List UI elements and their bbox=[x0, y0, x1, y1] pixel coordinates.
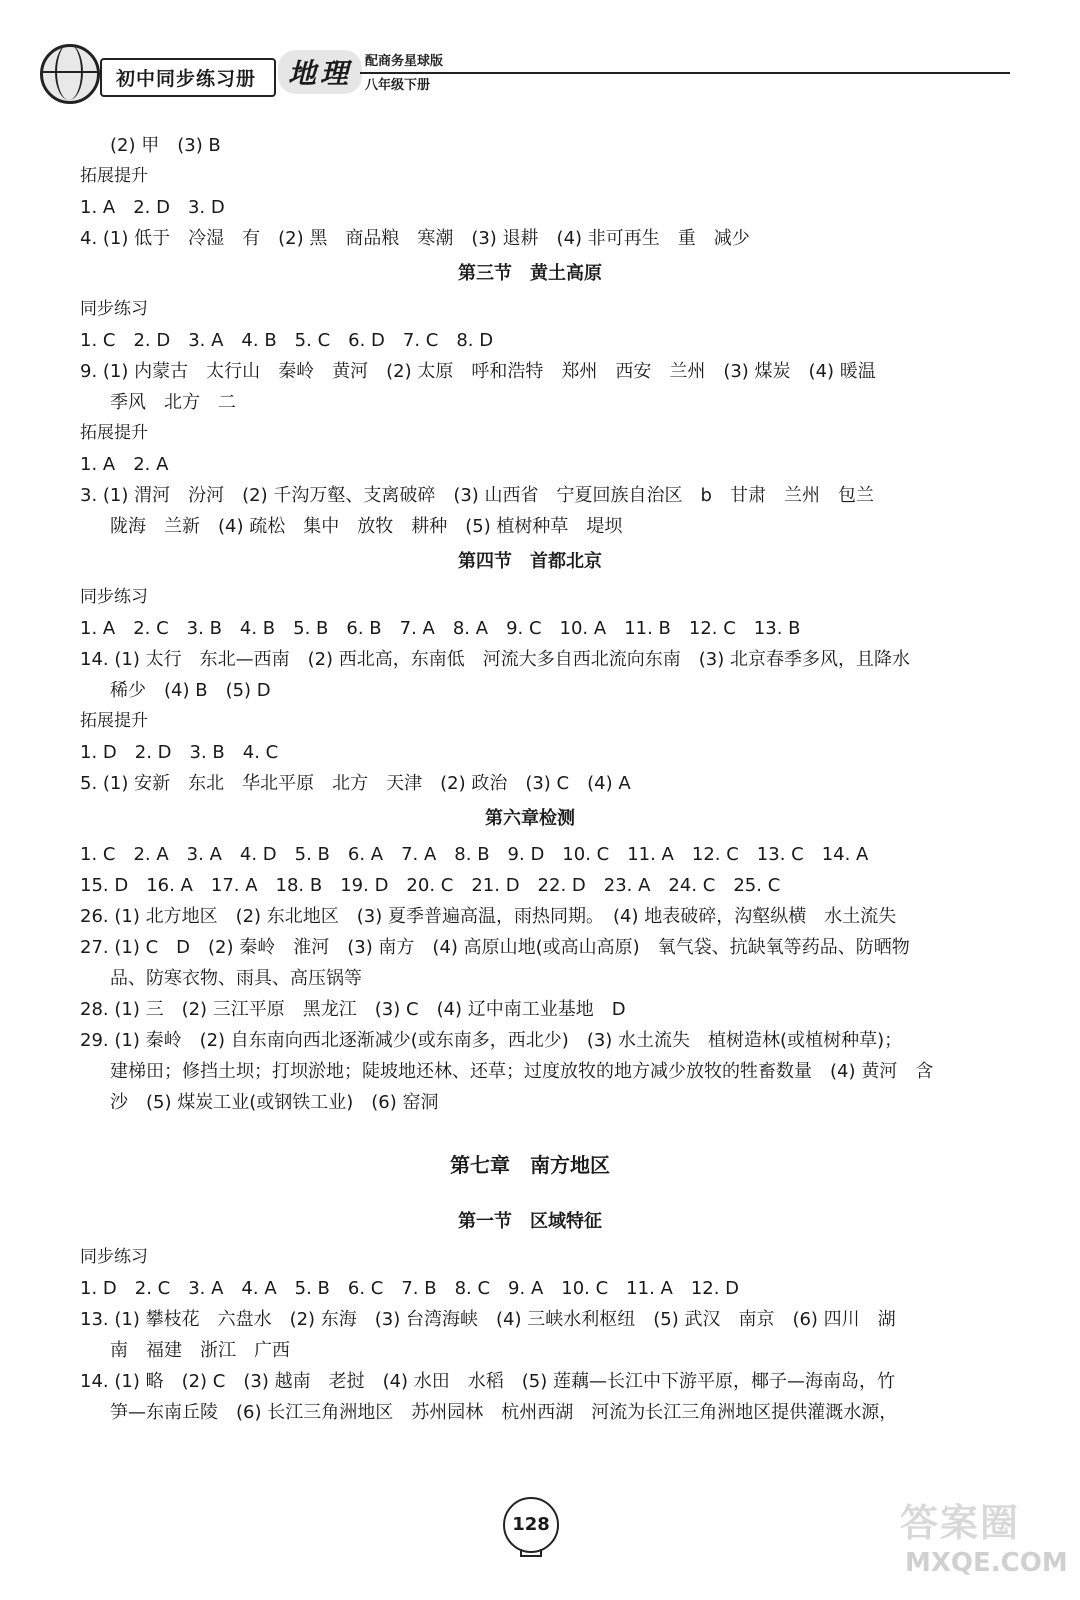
answer-line-continued: 建梯田；修挡土坝；打坝淤地；陡坡地还林、还草；过度放牧的地方减少放牧的牲畜数量 (4) 黄河 含 bbox=[110, 1061, 934, 1082]
exercise-label: 同步练习 bbox=[80, 1247, 148, 1267]
answer-line: 27. (1) C D (2) 秦岭 淮河 (3) 南方 (4) 高原山地(或高山高原) 氧气袋、抗缺氧等药品、防晒物 bbox=[80, 937, 910, 958]
answer-line: 1. D 2. C 3. A 4. A 5. B 6. C 7. B 8. C 9. A 10. C 11. A 12. D bbox=[80, 1278, 740, 1299]
answer-line: 1. A 2. C 3. B 4. B 5. B 6. B 7. A 8. A 9. C 10. A 11. B 12. C 13. B bbox=[80, 618, 801, 639]
answer-line: 13. (1) 攀枝花 六盘水 (2) 东海 (3) 台湾海峡 (4) 三峡水利枢纽 (5) 武汉 南京 (6) 四川 湖 bbox=[80, 1309, 896, 1330]
answer-line: 29. (1) 秦岭 (2) 自东南向西北逐渐减少(或东南多，西北少) (3) 水土流失 植树造林(或植树种草)； bbox=[80, 1030, 903, 1051]
book-title: 初中同步练习册 bbox=[100, 58, 276, 97]
page-number: 128 bbox=[503, 1497, 559, 1553]
header-rule bbox=[360, 72, 1010, 74]
answer-line: 1. A 2. A bbox=[80, 454, 169, 475]
answer-line: 4. (1) 低于 冷湿 有 (2) 黑 商品粮 寒潮 (3) 退耕 (4) 非可再生 重 减少 bbox=[80, 228, 750, 249]
subject-title: 地理 bbox=[278, 50, 362, 94]
answer-line: 1. C 2. D 3. A 4. B 5. C 6. D 7. C 8. D bbox=[80, 330, 494, 351]
answer-content bbox=[80, 130, 980, 1428]
answer-line: 14. (1) 略 (2) C (3) 越南 老挝 (4) 水田 水稻 (5) 莲藕—长江中下游平原，椰子—海南岛，竹 bbox=[80, 1371, 896, 1392]
answer-line-continued: 笋—东南丘陵 (6) 长江三角洲地区 苏州园林 杭州西湖 河流为长江三角洲地区提供灌溉水源， bbox=[110, 1402, 898, 1423]
answer-line-continued: 沙 (5) 煤炭工业(或钢铁工业) (6) 窑洞 bbox=[110, 1092, 439, 1113]
answer-line: 14. (1) 太行 东北—西南 (2) 西北高，东南低 河流大多自西北流向东南 (3) 北京春季多风，且降水 bbox=[80, 649, 910, 670]
answer-line: 1. A 2. D 3. D bbox=[80, 197, 225, 218]
grade-label: 八年级下册 bbox=[365, 78, 431, 93]
answer-line: 1. C 2. A 3. A 4. D 5. B 6. A 7. A 8. B 9. D 10. C 11. A 12. C 13. C 14. A bbox=[80, 844, 869, 865]
answer-line: 26. (1) 北方地区 (2) 东北地区 (3) 夏季普遍高温，雨热同期。 (4) 地表破碎，沟壑纵横 水土流失 bbox=[80, 906, 897, 927]
section-heading: 第四节 首都北京 bbox=[458, 551, 602, 572]
page-header bbox=[30, 40, 1010, 110]
answer-line: 3. (1) 渭河 汾河 (2) 千沟万壑、支离破碎 (3) 山西省 宁夏回族自治区 b 甘肃 兰州 包兰 bbox=[80, 485, 874, 506]
exercise-label: 同步练习 bbox=[80, 299, 148, 319]
exercise-label: 拓展提升 bbox=[80, 166, 148, 186]
exercise-label: 同步练习 bbox=[80, 587, 148, 607]
section-heading: 第三节 黄土高原 bbox=[458, 263, 602, 284]
answer-line: 28. (1) 三 (2) 三江平原 黑龙江 (3) C (4) 辽中南工业基地 D bbox=[80, 999, 626, 1020]
answer-line-continued: 南 福建 浙江 广西 bbox=[110, 1340, 290, 1361]
answer-line-continued: 陇海 兰新 (4) 疏松 集中 放牧 耕种 (5) 植树种草 堤坝 bbox=[110, 516, 623, 537]
answer-line: 9. (1) 内蒙古 太行山 秦岭 黄河 (2) 太原 呼和浩特 郑州 西安 兰州 (3) 煤炭 (4) 暖温 bbox=[80, 361, 876, 382]
edition-label: 配商务星球版 bbox=[365, 54, 444, 69]
answer-line-continued: 品、防寒衣物、雨具、高压锅等 bbox=[110, 968, 362, 989]
answer-line: 1. D 2. D 3. B 4. C bbox=[80, 742, 279, 763]
watermark-url: MXQE.COM bbox=[905, 1548, 1068, 1578]
section-heading: 第一节 区域特征 bbox=[458, 1211, 602, 1232]
page-number-stand-icon bbox=[520, 1549, 542, 1557]
exercise-label: 拓展提升 bbox=[80, 423, 148, 443]
answer-line-continued: 稀少 (4) B (5) D bbox=[110, 680, 271, 701]
watermark-logo: 答案圈 bbox=[900, 1501, 1021, 1545]
exercise-label: 拓展提升 bbox=[80, 711, 148, 731]
answer-line: 15. D 16. A 17. A 18. B 19. D 20. C 21. D 22. D 23. A 24. C 25. C bbox=[80, 875, 781, 896]
answer-line-continued: (2) 甲 (3) B bbox=[110, 135, 221, 156]
globe-logo-icon bbox=[40, 44, 100, 104]
chapter-heading: 第七章 南方地区 bbox=[450, 1153, 610, 1177]
answer-line-continued: 季风 北方 二 bbox=[110, 392, 236, 413]
answer-line: 5. (1) 安新 东北 华北平原 北方 天津 (2) 政治 (3) C (4) A bbox=[80, 773, 631, 794]
section-heading: 第六章检测 bbox=[485, 808, 575, 829]
